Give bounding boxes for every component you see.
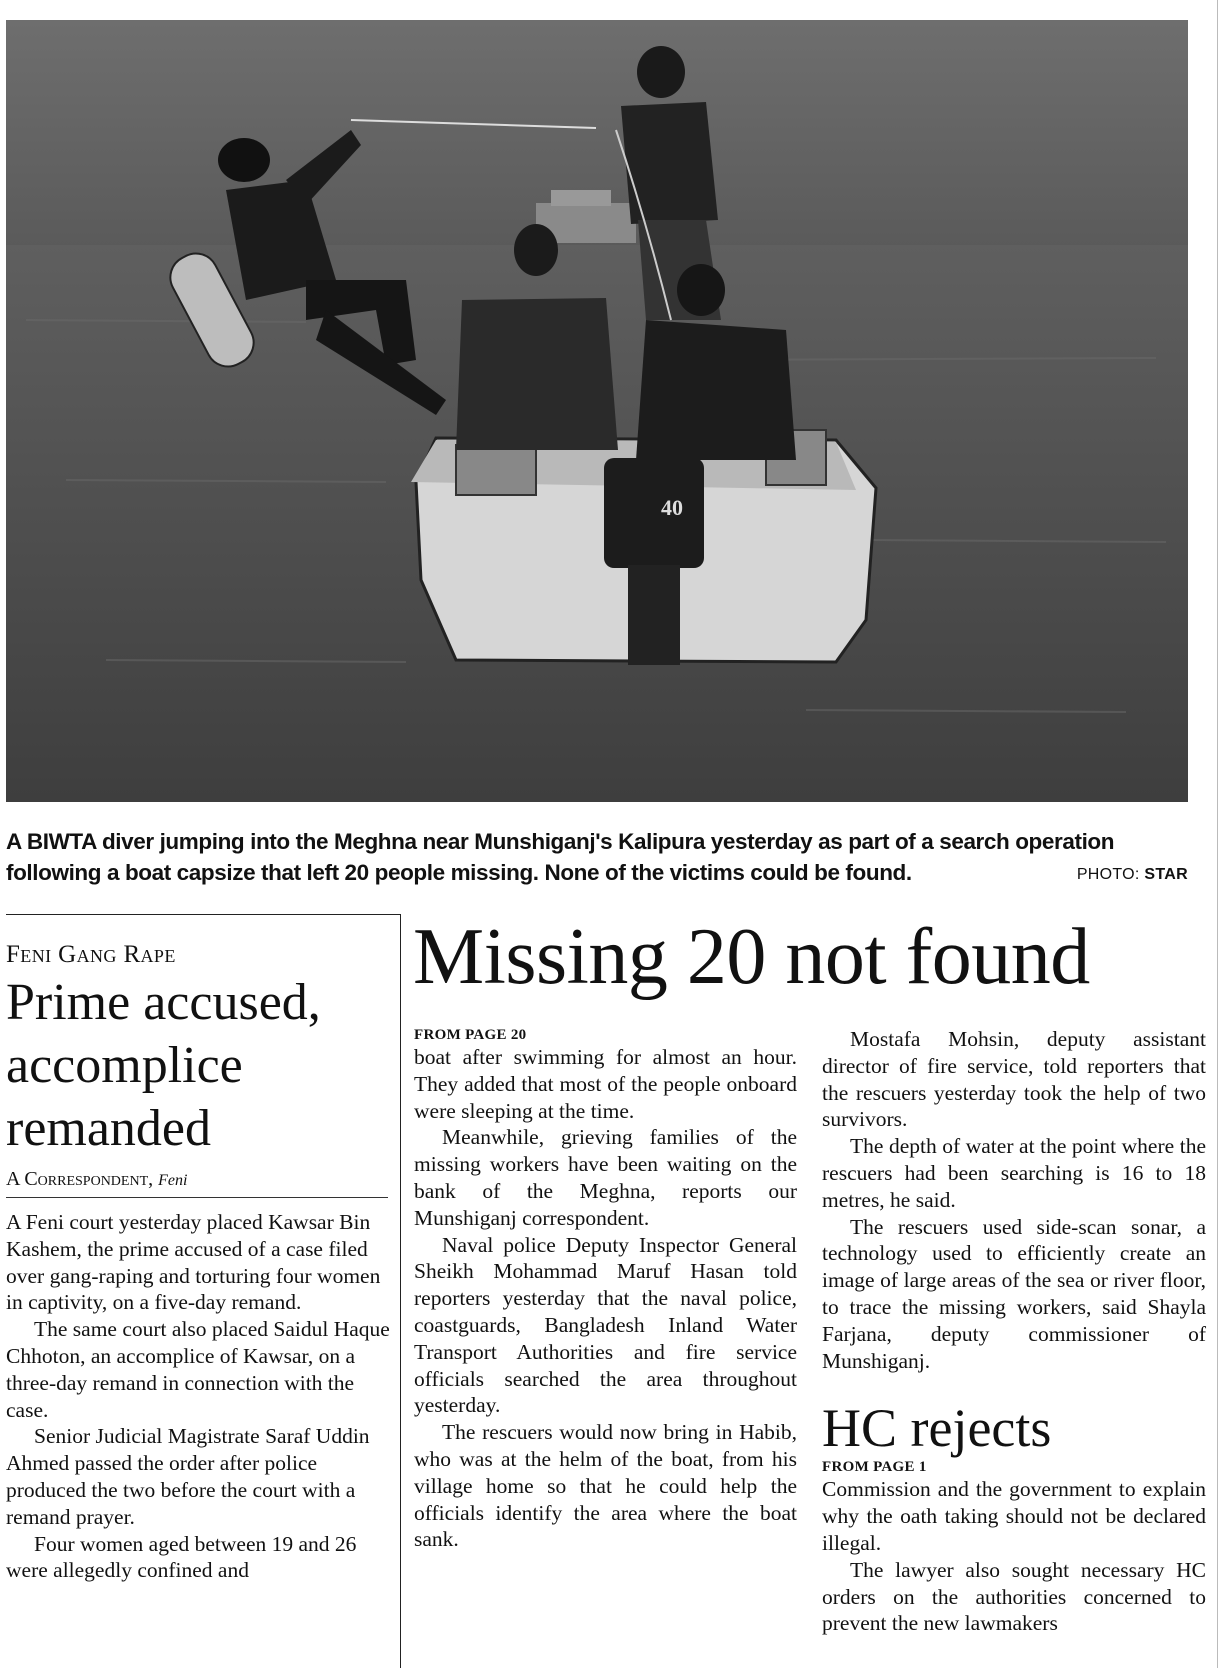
paragraph: Naval police Deputy Inspector General Sheikh Mohammad Maruf Hasan told reporters yesterday that the naval police, coastguards, Bangladesh Inland Water Transport Authorities and fire service officials searched the area throughout yesterday. — [414, 1232, 797, 1418]
paragraph: The depth of water at the point where the rescuers had been searching is 16 to 18 metres, he said. — [822, 1134, 1206, 1212]
main-headline: Missing 20 not found — [413, 913, 1090, 1001]
paragraph: The rescuers would now bring in Habib, who was at the helm of the boat, from his village home so that he could help the officials identify the area where the boat sank. — [414, 1420, 797, 1552]
paragraph: boat after swimming for almost an hour. They added that most of the people onboard were sleeping at the time. — [414, 1045, 797, 1123]
paragraph: The lawyer also sought necessary HC orders on the authorities concerned to prevent the new lawmakers — [822, 1557, 1206, 1636]
byline — [6, 1168, 388, 1198]
story-kicker: Feni Gang Rape — [6, 941, 176, 968]
left-story — [6, 915, 390, 1584]
paragraph: A Feni court yesterday placed Kawsar Bin Kashem, the prime accused of a case filed over gang-raping and torturing four women in captivity, on a five-day remand. — [6, 1210, 381, 1315]
hc-story-body — [822, 1476, 1206, 1637]
jump-from-label: FROM PAGE 20 — [414, 1027, 527, 1043]
paragraph: Four women aged between 19 and 26 were allegedly confined and — [6, 1531, 357, 1583]
jump-from-label: FROM PAGE 1 — [822, 1459, 927, 1476]
credit-source: STAR — [1144, 866, 1188, 883]
photo-boat-diver — [6, 20, 1188, 802]
story-body — [414, 1044, 797, 1553]
story-body — [6, 1209, 390, 1584]
story-body — [822, 1026, 1206, 1374]
story-headline: Prime accused, accomplice remanded — [6, 974, 321, 1157]
paragraph: The rescuers used side-scan sonar, a technology used to efficiently create an image of large areas of the sea or river floor, to trace the missing workers, said Shayla Farjana, deputy commissioner of Munshiganj. — [822, 1214, 1206, 1373]
hc-headline: HC rejects — [822, 1398, 1052, 1459]
byline-place: Feni — [158, 1172, 188, 1189]
byline-name: A Correspondent, — [6, 1168, 154, 1190]
page-edge-rule — [1217, 0, 1218, 1668]
photo-credit — [1077, 859, 1188, 890]
paragraph: Commission and the government to explain why the oath taking should not be declared illegal. — [822, 1477, 1206, 1555]
caption-text: A BIWTA diver jumping into the Meghna near Munshiganj's Kalipura yesterday as part of a search operation following a boat capsize that left 20 people missing. None of the victims could be found. — [6, 829, 1115, 885]
paragraph: Senior Judicial Magistrate Saraf Uddin Ahmed passed the order after police produced the two before the court with a remand prayer. — [6, 1424, 370, 1529]
paragraph: The same court also placed Saidul Haque Chhoton, an accomplice of Kawsar, on a three-day remand in connection with the case. — [6, 1317, 390, 1422]
paragraph: Meanwhile, grieving families of the missing workers have been waiting on the bank of the Meghna, reports our Munshiganj correspondent. — [414, 1125, 797, 1230]
column-divider — [400, 915, 401, 1668]
news-photo — [6, 20, 1188, 802]
photo-caption — [6, 826, 1188, 888]
motor-label: 40 — [661, 495, 683, 520]
main-story-column-2 — [822, 1026, 1206, 1637]
paragraph: Mostafa Mohsin, deputy assistant director of fire service, told reporters that the rescuers yesterday took the help of two survivors. — [822, 1027, 1206, 1132]
credit-prefix: PHOTO: — [1076, 866, 1140, 883]
main-story-column-1 — [414, 1026, 797, 1553]
